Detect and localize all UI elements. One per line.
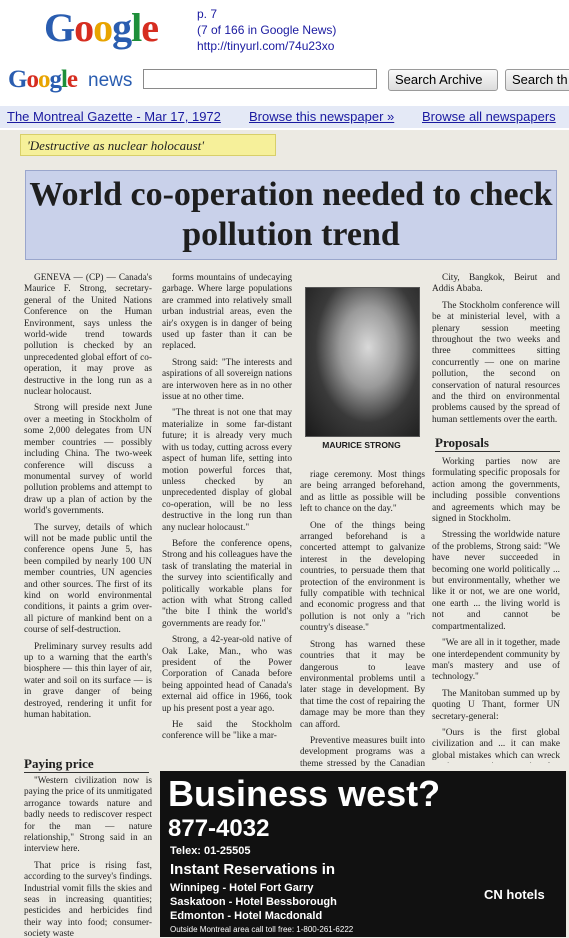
subhead-paying-price: Paying price [24, 756, 149, 773]
page-number: p. 7 [197, 7, 218, 21]
search-web-button[interactable]: Search th [505, 69, 569, 91]
newspaper-page[interactable] [0, 130, 569, 938]
paragraph: Strong has warned these countries that it may be dangerous to leave environmental problems until a later stage in development. By that time the cost of repairing the damage may be more than they can afford. [300, 639, 425, 730]
page-info [197, 6, 336, 54]
ad-hotel: Edmonton - Hotel Macdonald [170, 910, 323, 922]
ad-instant-reservations: Instant Reservations in [170, 861, 336, 878]
cn-hotels-advertisement [160, 771, 566, 937]
article-column-5 [432, 457, 560, 763]
paragraph: One of the things being arranged beforehand is a concerted attempt to galvanize interest in the developing countries, to persuade them that protection of the environment is fully compatible with technical and economic progress and that pollution is not only a "rich country's disease." [300, 520, 425, 634]
paragraph: Stressing the worldwide nature of the problems, Strong said: "We have never succeeded in becoming one world politically ... but environmentally, whether we like it or not, we are one world, one earth ... the living world is not and cannot be compartmentalized. [432, 530, 560, 632]
news-label: news [88, 70, 133, 91]
ad-headline: Business west? [168, 773, 441, 814]
ad-telex: Telex: 01-25505 [170, 845, 251, 857]
article-column-3 [300, 470, 425, 770]
subhead-proposals: Proposals [435, 435, 560, 452]
article-headline: World co-operation needed to check pollution trend [25, 170, 557, 260]
paragraph: "Western civilization now is paying the price of its unmitigated arrogance towards nature and badly needs to rediscover respect for the man — nature relationship," Strong said in an interview here. [24, 776, 152, 855]
paragraph: GENEVA — (CP) — Canada's Maurice F. Strong, secretary-general of the United Nations Conference on the Human Environment, says unless the world-wide trend towards pollution is checked by an unprecedented global effort of co-operation, it may prove as destructive in the long run as a nuclear holocaust. [24, 273, 152, 398]
browse-newspaper-link[interactable]: Browse this newspaper » [249, 109, 395, 124]
maurice-strong-photo [305, 287, 420, 437]
paragraph: Strong said: "The interests and aspirations of all sovereign nations are interwoven here as in no other issue at no other time. [162, 357, 292, 403]
cn-hotels-logo: CN hotels [484, 887, 545, 902]
ad-hotel: Winnipeg - Hotel Fort Garry [170, 882, 314, 894]
article-column-2 [162, 273, 292, 763]
paragraph: Preliminary survey results add up to a warning that the earth's biosphere — this thin layer of air, water and soil on its surface — is in grave danger of being destroyed, rendering it unfit for human habitation. [24, 641, 152, 721]
paragraph: "We are all in it together, made one interdependent community by man's mastery and use of technology." [432, 638, 560, 683]
ad-phone: 877-4032 [168, 815, 270, 842]
google-logo[interactable]: Google [44, 5, 159, 50]
gazette-issue-link[interactable]: The Montreal Gazette - Mar 17, 1972 [7, 109, 221, 124]
paragraph: riage ceremony. Most things are being arranged beforehand, and as little as possible will be left to chance on the day." [300, 470, 425, 515]
paragraph: Strong will preside next June over a meeting in Stockholm of some 2,000 delegates from UN member countries — possibly including China. The two-week conference will discuss a monumental survey of world pollution problems and attempt to draw up a plan of action by the world's governments. [24, 403, 152, 517]
paragraph: The Manitoban summed up by quoting U Thant, former UN secretary-general: [432, 688, 560, 722]
paragraph: The survey, details of which will not be made public until the conference opens June 5, has been compiled by nearly 100 UN member countries, UN agencies and other sources. The first of its kind on world environmental conditions, it paints a grim over-all picture of mankind bent on a course of self-destruction. [24, 522, 152, 636]
article-kicker: 'Destructive as nuclear holocaust' [20, 134, 276, 156]
paragraph: That price is rising fast, according to the survey's findings. Industrial vomit fills the skies and seas in increasing quantities; pesticides and herbicides find their way into food; consumer-society waste [24, 860, 152, 938]
article-column-1 [24, 273, 152, 757]
google-header [0, 0, 569, 60]
paragraph: Strong, a 42-year-old native of Oak Lake, Man., who was president of the Power Corporation of Canada before being appointed head of Canada's external aid office in 1966, took up his present post a year ago. [162, 635, 292, 714]
short-url[interactable]: http://tinyurl.com/74u23xo [197, 39, 335, 53]
article-column-4 [432, 273, 560, 423]
paragraph: The Stockholm conference will be at ministerial level, with a plenary session meeting throughout the two weeks and three committees sitting concurrently — one on marine pollution, the second on conservation of natural resources and the third on environmental problems caused by the spread of human settlements over the earth. [432, 300, 560, 423]
ad-hotel: Saskatoon - Hotel Bessborough [170, 896, 337, 908]
ad-toll-free: Outside Montreal area call toll free: 1-800-261-6222 [170, 925, 354, 934]
search-archive-button[interactable]: Search Archive [388, 69, 498, 91]
paragraph: "The threat is not one that may materialize in some far-distant future; it is already very much with us today, cutting across every aspect of human life, setting into motion powerful forces that, unless checked by an unprecedented display of global co-operation, will be no less destructive in the long run than any nuclear holocaust." [162, 408, 292, 533]
paragraph: City, Bangkok, Beirut and Addis Ababa. [432, 273, 560, 295]
newspaper-nav [0, 106, 569, 128]
google-news-logo[interactable]: Google [8, 66, 78, 93]
paragraph: Working parties now are formulating specific proposals for action among the governments, including possible conventions and agreements which may be signed in Stockholm. [432, 457, 560, 525]
paragraph: He said the Stockholm conference will be "like a mar- [162, 720, 292, 742]
paragraph: Preventive measures built into development programs was a theme stressed by the Canadian [300, 735, 425, 769]
page-count: (7 of 166 in Google News) [197, 23, 337, 37]
ad-hotel-list [170, 881, 337, 923]
article-column-1b [24, 776, 152, 938]
search-input[interactable] [143, 69, 377, 89]
news-search-bar [0, 66, 569, 98]
photo-caption: MAURICE STRONG [322, 440, 401, 450]
browse-all-newspapers-link[interactable]: Browse all newspapers [422, 109, 556, 124]
paragraph: forms mountains of undecaying garbage. Where large populations are crammed into relatively small urban industrial areas, even the air's oxygen is in danger of being used up faster than it can be replaced. [162, 273, 292, 352]
paragraph: "Ours is the first global civilization and ... it can make global mistakes which can wreck [432, 727, 560, 761]
paragraph: Before the conference opens, Strong and his colleagues have the task of translating the material in the survey into scientifically and politically workable plans for action with what Strong called "the bite I think the world's governments are ready for." [162, 538, 292, 629]
